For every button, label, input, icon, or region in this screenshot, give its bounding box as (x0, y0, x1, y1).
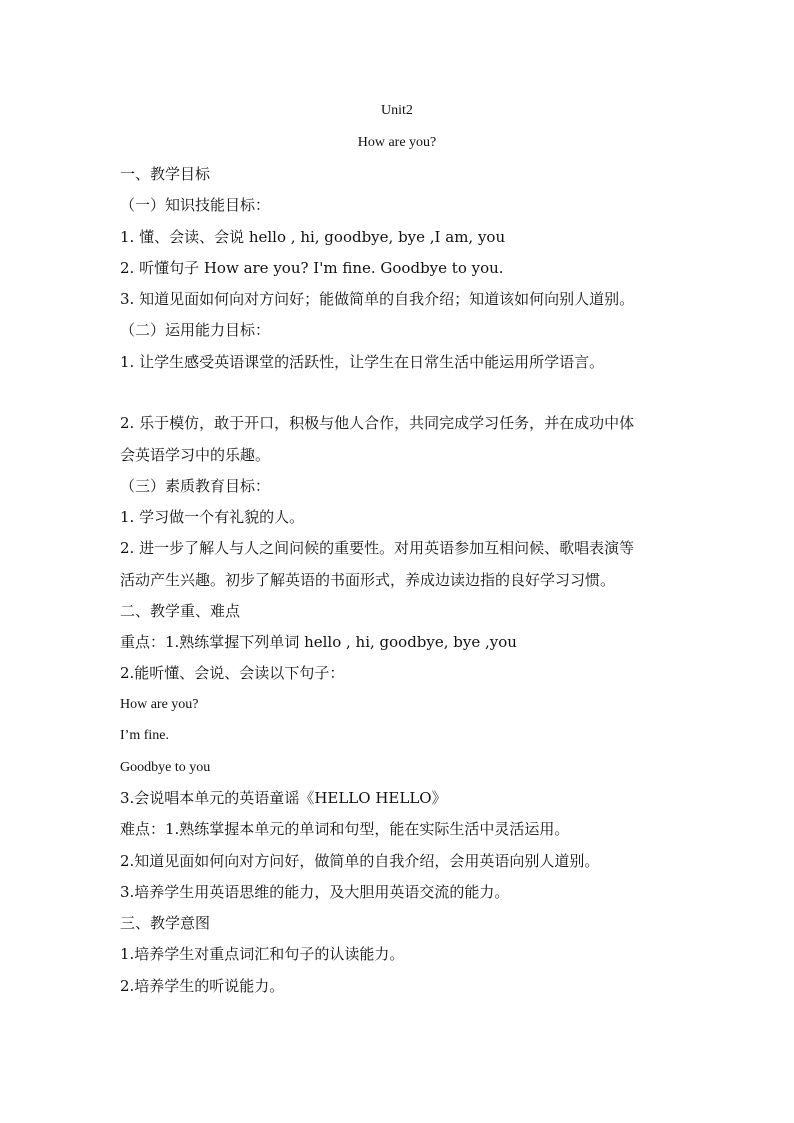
subsection-heading-application: （二）运用能力目标： (120, 321, 271, 339)
paragraph-line: 1.培养学生对重点词汇和句子的认读能力。 (120, 945, 405, 963)
paragraph-line: 2. 进一步了解人与人之间问候的重要性。对用英语参加互相问候、歌唱表演等 (120, 539, 635, 557)
section-heading-intent: 三、教学意图 (120, 914, 211, 932)
paragraph-line: 1. 懂、会读、会说 hello , hi, goodbye, bye ,I am, you (120, 228, 506, 246)
paragraph-line: 1. 学习做一个有礼貌的人。 (120, 508, 305, 526)
paragraph-line: 2.培养学生的听说能力。 (120, 977, 285, 995)
paragraph-line: 3.培养学生用英语思维的能力，及大胆用英语交流的能力。 (120, 883, 510, 901)
sentence-line: I’m fine. (120, 728, 169, 743)
subsection-heading-knowledge: （一）知识技能目标： (120, 196, 271, 214)
section-heading-objectives: 一、教学目标 (120, 165, 211, 183)
document-subtitle: How are you? (357, 135, 437, 150)
paragraph-line: 3. 知道见面如何向对方问好；能做简单的自我介绍；知道该如何向别人道别。 (120, 290, 635, 308)
document-title: Unit2 (381, 103, 413, 118)
paragraph-line: 3.会说唱本单元的英语童谣《HELLO HELLO》 (120, 789, 447, 807)
paragraph-line: 难点：1.熟练掌握本单元的单词和句型，能在实际生活中灵活运用。 (120, 820, 570, 838)
subsection-heading-quality: （三）素质教育目标： (120, 477, 271, 495)
paragraph-line: 1. 让学生感受英语课堂的活跃性，让学生在日常生活中能运用所学语言。 (120, 353, 605, 371)
paragraph-line: 2. 听懂句子 How are you? I'm fine. Goodbye to you. (120, 259, 504, 277)
sentence-line: How are you? (120, 697, 199, 712)
paragraph-line: 重点：1.熟练掌握下列单词 hello , hi, goodbye, bye ,you (120, 633, 517, 651)
paragraph-line: 2. 乐于模仿，敢于开口，积极与他人合作，共同完成学习任务，并在成功中体 (120, 414, 635, 432)
paragraph-line: 活动产生兴趣。初步了解英语的书面形式，养成边读边指的良好学习习惯。 (120, 571, 616, 589)
paragraph-line: 会英语学习中的乐趣。 (120, 446, 271, 464)
paragraph-line: 2.能听懂、会说、会读以下句子： (120, 664, 345, 682)
sentence-line: Goodbye to you (120, 760, 211, 775)
section-heading-key-points: 二、教学重、难点 (120, 602, 241, 620)
paragraph-line: 2.知道见面如何向对方问好，做简单的自我介绍，会用英语向别人道别。 (120, 852, 600, 870)
